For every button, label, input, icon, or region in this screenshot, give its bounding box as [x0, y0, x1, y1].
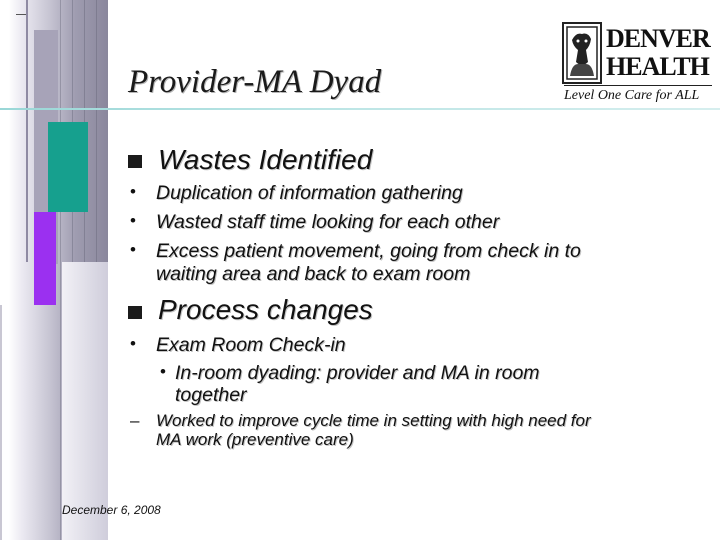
square-bullet-icon — [128, 155, 142, 168]
bullet-dot-icon: • — [130, 211, 136, 230]
bullet-dot-icon: • — [130, 334, 136, 353]
section-heading: Wastes Identified — [158, 144, 373, 175]
list-item: Duplication of information gathering — [156, 182, 463, 204]
decor-line — [0, 305, 2, 540]
dash-bullet-icon: – — [130, 411, 140, 430]
sub-list-item: In-room dyading: provider and MA in room — [175, 362, 540, 384]
dash-list-item: Worked to improve cycle time in setting with high need for — [156, 411, 591, 430]
decor-line — [26, 0, 28, 262]
list-item: Wasted staff time looking for each other — [156, 211, 500, 233]
logo-wordmark-line2: HEALTH — [606, 52, 709, 81]
slide-title: Provider-MA Dyad — [128, 64, 382, 100]
list-item: Excess patient movement, going from check in to — [156, 240, 581, 262]
bullet-dot-icon: • — [160, 362, 166, 381]
footer-date: December 6, 2008 — [62, 503, 161, 517]
logo-wordmark-line1: DENVER — [606, 24, 710, 53]
list-item-continuation: waiting area and back to exam room — [156, 263, 471, 285]
bullet-dot-icon: • — [130, 182, 136, 201]
list-item: Exam Room Check-in — [156, 334, 346, 356]
dash-list-item-continuation: MA work (preventive care) — [156, 430, 354, 449]
logo-tagline: Level One Care for ALL — [564, 85, 712, 104]
gradient-stripe — [60, 0, 61, 540]
logo-emblem-icon — [562, 22, 602, 84]
square-bullet-icon — [128, 306, 142, 319]
sub-list-item-continuation: together — [175, 384, 247, 406]
corner-tick — [16, 14, 26, 15]
title-underline — [0, 108, 720, 110]
denver-health-logo — [562, 22, 712, 106]
purple-decor-block — [34, 212, 56, 305]
bullet-dot-icon: • — [130, 240, 136, 259]
teal-decor-block — [48, 122, 88, 212]
lower-gradient-block — [62, 262, 108, 540]
section-heading: Process changes — [158, 294, 373, 325]
